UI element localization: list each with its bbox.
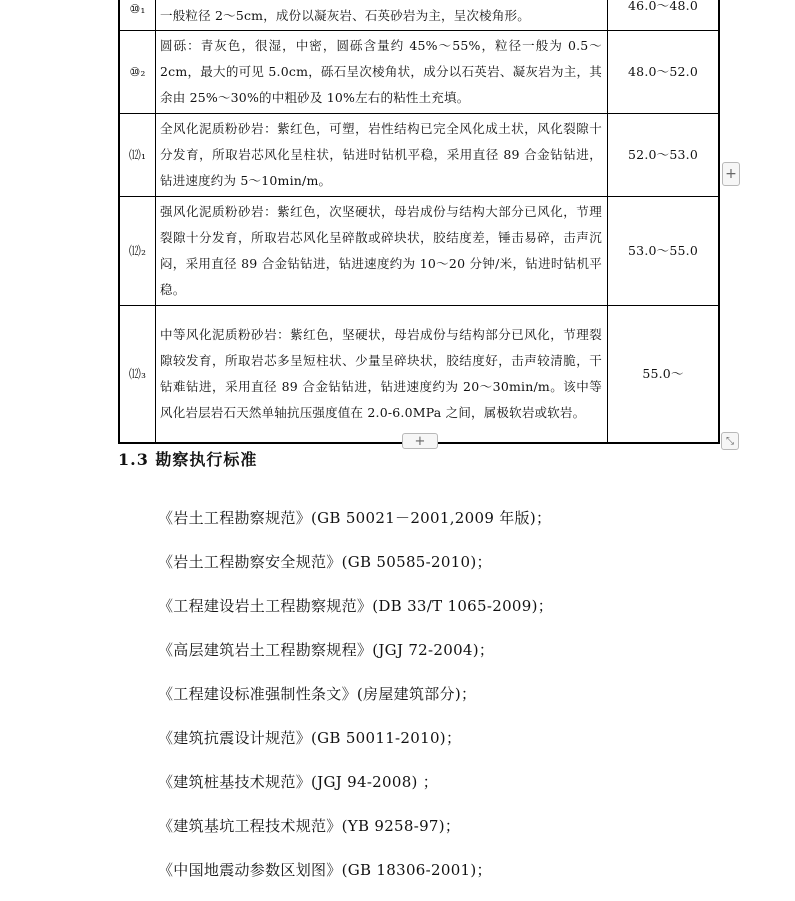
layer-description: 全风化泥质粉砂岩：紫红色，可塑，岩性结构已完全风化成土状，风化裂隙十分发育，所取岩芯风化呈柱状，钻进时钻机平稳，采用直径 89 合金钻钻进，钻进速度约为 5～10min/m。 [156, 114, 608, 197]
layer-description: 强风化泥质粉砂岩：紫红色，次坚硬状，母岩成份与结构大部分已风化，节理裂隙十分发育，所取岩芯风化呈碎散或碎块状，胶结度差，锤击易碎，击声沉闷，采用直径 89 合金钻钻进，钻进速度约为 10～20 分钟/米，钻进时钻机平稳。 [156, 197, 608, 306]
layer-number: ⑩₁ [119, 0, 156, 31]
layer-depth-value: 46.0～48.0 [628, 0, 698, 13]
list-item: 《工程建设岩土工程勘察规范》(DB 33/T 1065-2009)； [158, 597, 554, 615]
layer-depth: 53.0～55.0 [608, 197, 720, 306]
layer-depth: 48.0～52.0 [608, 31, 720, 114]
layer-number: ⑿₁ [119, 114, 156, 197]
layer-number: ⑿₂ [119, 197, 156, 306]
table-row [119, 0, 719, 31]
layer-depth [608, 0, 720, 31]
table-row [119, 31, 719, 114]
list-item: 《中国地震动参数区划图》(GB 18306-2001)； [158, 861, 492, 879]
layer-description: 中等风化泥质粉砂岩：紫红色，坚硬状，母岩成份与结构部分已风化，节理裂隙较发育，所取岩芯多呈短柱状、少量呈碎块状，胶结度好，击声较清脆，干钻难钻进，采用直径 89 合金钻钻进，钻进速度约为 20～30min/m。该中等风化岩层岩石天然单轴抗压强度值在 2.0-6.0MPa 之间，属极软岩或软岩。 [156, 306, 608, 444]
section-heading: 1.3 勘察执行标准 [118, 450, 258, 469]
table-row [119, 197, 719, 306]
list-item: 《高层建筑岩土工程勘察规程》(JGJ 72-2004)； [158, 641, 495, 659]
layer-description: 圆砾：青灰色，很湿，中密，圆砾含量约 45%～55%，粒径一般为 0.5～2cm，最大的可见 5.0cm，砾石呈次棱角状，成分以石英岩、凝灰岩为主，其余由 25%～30%的中粗砂及 10%左右的粘性土充填。 [156, 31, 608, 114]
table-row [119, 114, 719, 197]
add-row-button[interactable]: + [402, 433, 438, 449]
layer-number: ⑿₃ [119, 306, 156, 444]
list-item: 《建筑基坑工程技术规范》(YB 9258-97)； [158, 817, 461, 835]
list-item: 《岩土工程勘察规范》(GB 50021－2001,2009 年版)； [158, 509, 552, 527]
layer-depth: 55.0～ [608, 306, 720, 444]
layer-description: 一般粒径 2～5cm，成份以凝灰岩、石英砂岩为主，呈次棱角形。 [156, 0, 608, 31]
layer-number: ⑩₂ [119, 31, 156, 114]
list-item: 《建筑抗震设计规范》(GB 50011-2010)； [158, 729, 462, 747]
strata-table [118, 0, 720, 444]
add-column-button[interactable]: + [722, 162, 740, 186]
list-item: 《岩土工程勘察安全规范》(GB 50585-2010)； [158, 553, 492, 571]
table-row [119, 306, 719, 444]
list-item: 《建筑桩基技术规范》(JGJ 94-2008) ； [158, 773, 439, 791]
list-item: 《工程建设标准强制性条文》(房屋建筑部分)； [158, 685, 477, 703]
table-resize-handle[interactable]: ⤡ [721, 432, 739, 450]
layer-depth: 52.0～53.0 [608, 114, 720, 197]
reference-list [158, 505, 553, 901]
